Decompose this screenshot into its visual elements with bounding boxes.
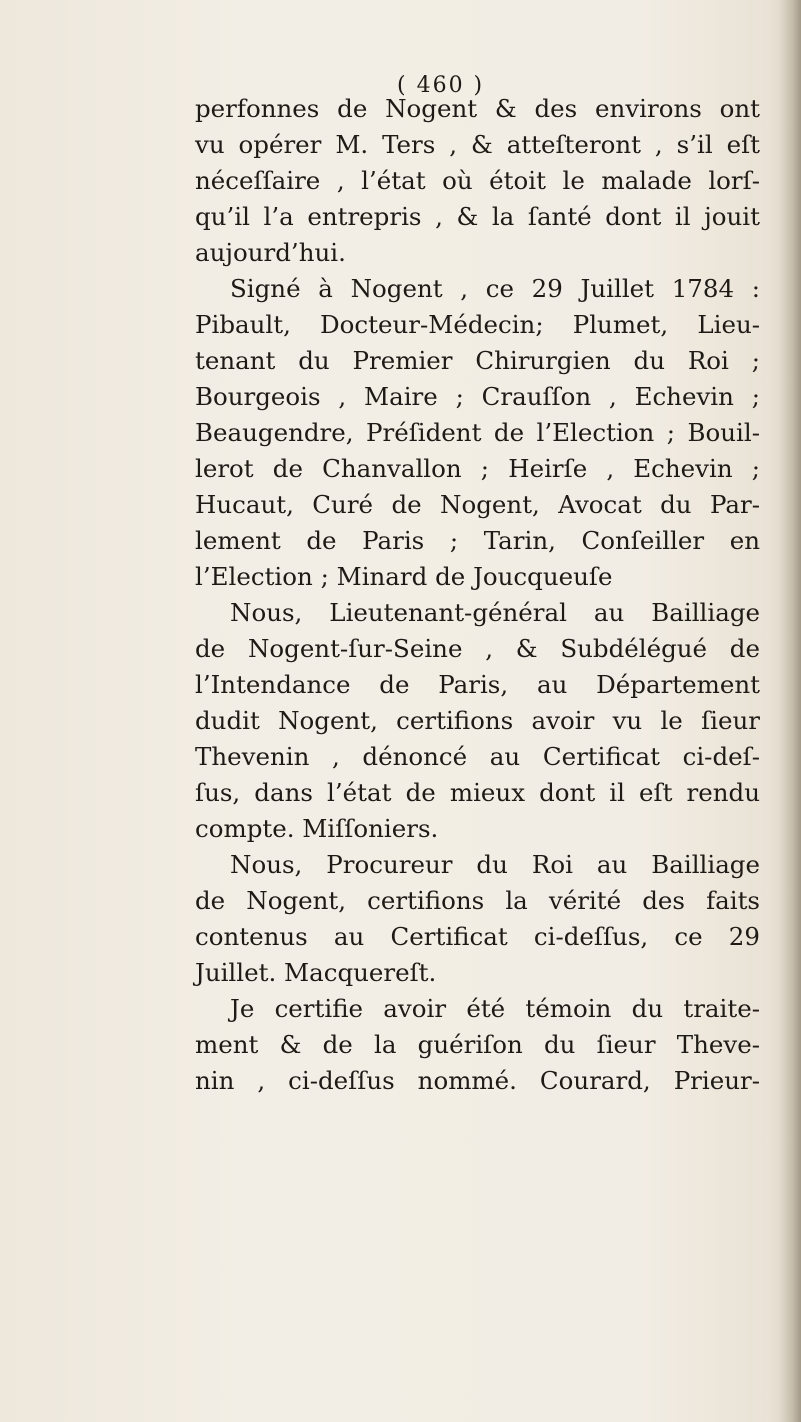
text-line: Hucaut, Curé de Nogent, Avocat du Par-: [195, 490, 760, 519]
text-line: Signé à Nogent , ce 29 Juillet 1784 :: [230, 274, 760, 303]
text-line: Juillet. Macquereſt.: [195, 958, 437, 987]
text-line: de Nogent, certifions la vérité des faits: [195, 886, 760, 915]
text-line: nin , ci-deſſus nommé. Courard, Prieur-: [195, 1066, 760, 1095]
text-line: lement de Paris ; Tarin, Conſeiller en: [195, 526, 760, 555]
text-line: aujourd’hui.: [195, 238, 346, 267]
text-line: ſus, dans l’état de mieux dont il eſt rendu: [195, 778, 760, 807]
text-line: qu’il l’a entrepris , & la ſanté dont il jouit: [195, 202, 760, 231]
text-line: compte. Miſſoniers.: [195, 814, 439, 843]
text-line: ment & de la guériſon du ſieur Theve-: [195, 1030, 760, 1059]
text-line: l’Intendance de Paris, au Département: [195, 670, 760, 699]
page-edge-shadow: [779, 0, 801, 1422]
text-line: Pibault, Docteur-Médecin; Plumet, Lieu-: [195, 310, 760, 339]
text-line: Thevenin , dénoncé au Certificat ci-deſ-: [195, 742, 760, 771]
text-line: Nous, Lieutenant-général au Bailliage: [230, 598, 760, 627]
text-line: perfonnes de Nogent & des environs ont: [195, 94, 760, 123]
text-line: Bourgeois , Maire ; Crauſſon , Echevin ;: [195, 382, 760, 411]
text-line: lerot de Chanvallon ; Heirſe , Echevin ;: [195, 454, 760, 483]
text-line: tenant du Premier Chirurgien du Roi ;: [195, 346, 760, 375]
text-line: vu opérer M. Ters , & atteſteront , s’il eſt: [195, 130, 760, 159]
text-line: l’Election ; Minard de Joucqueuſe: [195, 562, 613, 591]
text-line: de Nogent-ſur-Seine , & Subdélégué de: [195, 634, 760, 663]
page-number: ( 460 ): [397, 73, 485, 98]
text-line: dudit Nogent, certifions avoir vu le ſieur: [195, 706, 760, 735]
text-line: néceſſaire , l’état où étoit le malade lorſ-: [195, 166, 760, 195]
text-line: Beaugendre, Préſident de l’Election ; Bouil-: [195, 418, 760, 447]
text-line: Nous, Procureur du Roi au Bailliage: [230, 850, 760, 879]
text-line: Je certifie avoir été témoin du traite-: [230, 994, 760, 1023]
text-line: contenus au Certificat ci-deſſus, ce 29: [195, 922, 760, 951]
